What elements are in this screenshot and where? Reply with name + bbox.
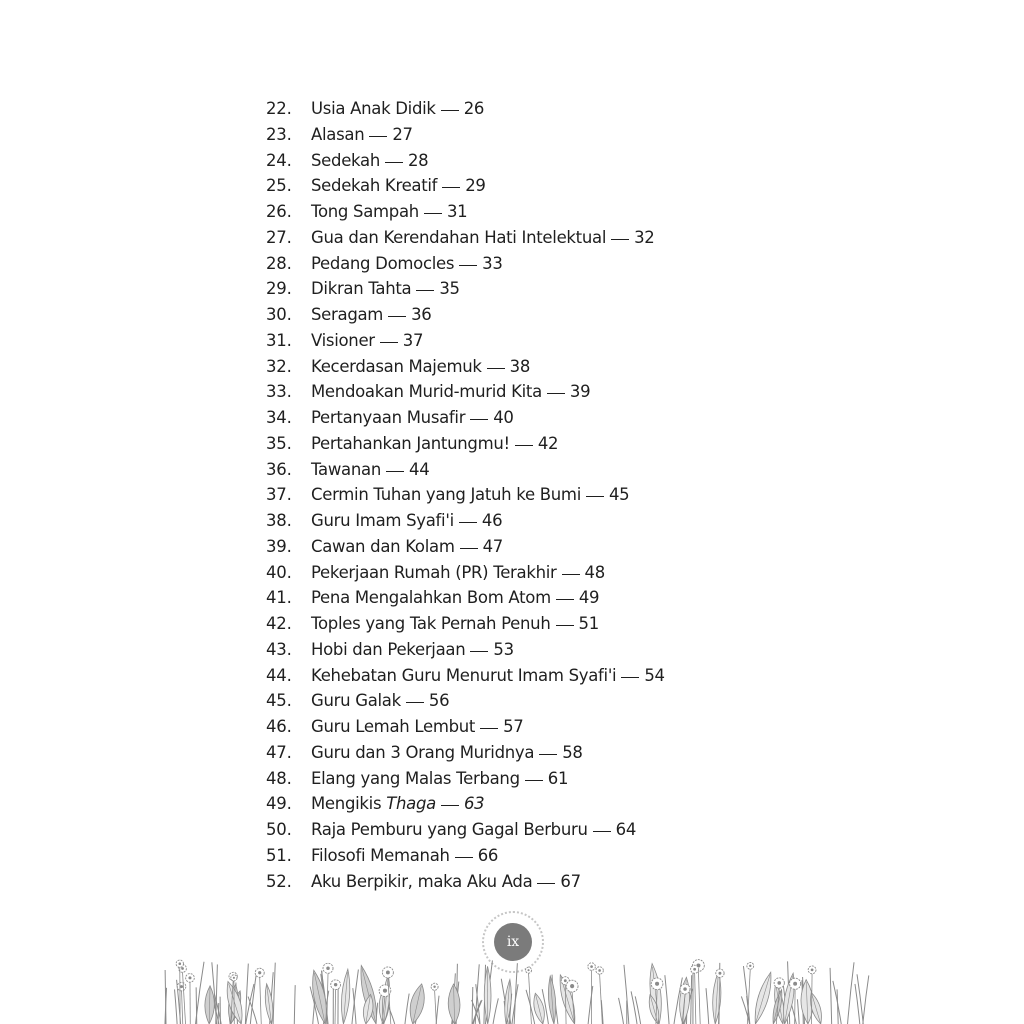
toc-entry-title-text: Guru dan 3 Orang Muridnya (311, 742, 535, 762)
toc-entry-number: 31. (266, 330, 292, 350)
toc-entry-title (311, 457, 381, 483)
toc-entry-page: 28 (407, 150, 429, 170)
toc-entry (266, 534, 786, 560)
toc-entry-title-text: Guru Lemah Lembut (311, 717, 476, 736)
toc-entry-number: 30. (266, 305, 292, 324)
toc-entry-page: 54 (644, 665, 665, 685)
toc-entry-leader (556, 599, 574, 600)
toc-entry-title (311, 302, 383, 328)
grass-blade (619, 998, 624, 1024)
toc-entry-leader (416, 290, 434, 291)
toc-entry-title (311, 173, 437, 199)
toc-entry-number: 27. (266, 227, 292, 247)
toc-entry-number: 23. (266, 124, 292, 144)
toc-entry-number: 40. (266, 562, 292, 582)
grass-blade (405, 994, 409, 1024)
table-of-contents (266, 96, 786, 894)
toc-entry-leader (470, 419, 488, 420)
toc-entry-title (311, 328, 375, 354)
toc-entry-leader (593, 831, 611, 832)
toc-entry-title (311, 482, 581, 508)
toc-entry-title (311, 534, 455, 560)
toc-entry-title-text: Seragam (311, 305, 384, 324)
toc-entry (266, 379, 786, 405)
toc-entry-page: 32 (634, 227, 655, 247)
grass-blade (665, 975, 669, 1024)
toc-entry-title-text: Cawan dan Kolam (311, 536, 455, 556)
toc-entry-page: 36 (411, 305, 432, 324)
toc-entry (266, 354, 786, 380)
toc-entry-leader (562, 574, 580, 575)
leaf (204, 986, 214, 1024)
toc-entry-leader (515, 445, 533, 446)
leaf (448, 984, 461, 1024)
toc-entry-number: 29. (266, 279, 292, 299)
toc-entry-number: 42. (266, 614, 292, 633)
toc-entry-title (311, 431, 510, 457)
toc-entry-number: 50. (266, 820, 292, 839)
toc-entry-number: 48. (266, 768, 292, 788)
toc-entry-number: 26. (266, 202, 292, 221)
toc-entry-title (311, 714, 475, 740)
toc-entry-title (311, 379, 542, 405)
toc-entry-title-text: Kehebatan Guru Menurut Imam Syafi'i (311, 665, 617, 685)
toc-entry-page: 67 (560, 871, 581, 891)
toc-entry-number: 25. (266, 176, 292, 196)
toc-entry-title-text: Alasan (311, 124, 365, 144)
toc-entry-page: 66 (477, 845, 499, 865)
toc-entry-leader (385, 162, 403, 163)
toc-entry-title (311, 276, 411, 302)
toc-entry (266, 843, 786, 869)
toc-entry-leader (441, 110, 459, 111)
toc-entry-page: 58 (562, 742, 583, 762)
toc-entry-title (311, 122, 364, 148)
toc-entry-leader (424, 213, 442, 214)
toc-entry-leader (539, 754, 557, 755)
toc-entry-page: 47 (482, 536, 503, 556)
toc-entry-title-text: Guru Galak (311, 691, 401, 711)
toc-entry (266, 663, 786, 689)
toc-entry-page: 45 (608, 485, 630, 505)
toc-entry-leader (406, 702, 424, 703)
toc-entry-title (311, 869, 532, 895)
toc-entry-title-text: Raja Pemburu yang Gagal Berburu (311, 820, 588, 839)
toc-entry (266, 508, 786, 534)
toc-entry-title-text: Pekerjaan Rumah (PR) Terakhir (311, 562, 557, 582)
toc-entry-leader (487, 368, 505, 369)
toc-entry-title-text: Pertanyaan Musafir (311, 408, 466, 427)
toc-entry-title (311, 354, 482, 380)
toc-entry (266, 688, 786, 714)
toc-entry-number: 22. (266, 99, 292, 118)
toc-entry-title (311, 637, 465, 663)
toc-entry-title (311, 611, 551, 637)
toc-entry-leader (459, 265, 477, 266)
grass-blade (863, 975, 869, 1024)
toc-entry-title-text: Aku Berpikir, maka Aku Ada (311, 871, 533, 891)
flower (747, 962, 754, 1024)
grass-blade (797, 999, 799, 1024)
toc-entry-page: 57 (503, 717, 524, 736)
toc-entry-title-text: Mendoakan Murid-murid Kita (311, 382, 542, 402)
toc-entry (266, 122, 786, 148)
toc-entry-number: 43. (266, 639, 292, 659)
toc-entry (266, 740, 786, 766)
toc-entry (266, 817, 786, 843)
toc-entry-title (311, 663, 616, 689)
toc-entry-number: 24. (266, 150, 292, 170)
toc-entry-title (311, 96, 436, 122)
toc-entry-leader (611, 239, 629, 240)
grass-blade (196, 987, 197, 1024)
toc-entry-number: 44. (266, 665, 292, 685)
toc-entry-leader (470, 651, 488, 652)
toc-entry-number: 46. (266, 717, 292, 736)
grass-blade (631, 991, 637, 1024)
toc-entry-title-italic: Thaga (386, 794, 436, 814)
toc-entry-title (311, 688, 401, 714)
toc-entry-page: 37 (402, 330, 424, 350)
toc-entry-title-text: Visioner (311, 330, 375, 350)
toc-entry-title (311, 817, 588, 843)
grass-blade (175, 989, 178, 1024)
toc-entry-number: 38. (266, 511, 292, 530)
toc-entry-number: 28. (266, 253, 292, 273)
toc-entry-title-text: Elang yang Malas Terbang (311, 768, 520, 788)
toc-entry-title-text: Sedekah (311, 150, 380, 170)
toc-entry-page: 27 (392, 124, 413, 144)
toc-entry-page: 35 (439, 279, 460, 299)
toc-entry-page: 63 (463, 794, 485, 814)
toc-entry-title-text: Dikran Tahta (311, 279, 412, 299)
leaf (406, 982, 427, 1024)
toc-entry (266, 560, 786, 586)
toc-entry-title (311, 740, 534, 766)
toc-entry-title-text: Sedekah Kreatif (311, 176, 438, 196)
toc-entry (266, 457, 786, 483)
leaf (340, 969, 352, 1024)
toc-entry (266, 173, 786, 199)
toc-entry-page: 29 (465, 176, 486, 196)
toc-entry-title-text: Tawanan (311, 459, 381, 479)
toc-entry (266, 791, 786, 817)
toc-entry-title (311, 791, 436, 817)
grass-blade (436, 996, 439, 1024)
grass-blade (848, 962, 854, 1024)
leaf (711, 971, 722, 1024)
toc-entry-leader (586, 496, 604, 497)
toc-entry-page: 56 (428, 691, 450, 711)
toc-entry-leader (537, 883, 555, 884)
leaf (503, 979, 513, 1024)
toc-entry-title-text: Cermin Tuhan yang Jatuh ke Bumi (311, 485, 581, 505)
toc-entry-title-text: Toples yang Tak Pernah Penuh (311, 614, 551, 633)
flower (186, 974, 195, 1024)
grass-blade (294, 985, 295, 1024)
toc-entry-number: 35. (266, 433, 292, 453)
grass-blade (493, 998, 498, 1024)
toc-entry (266, 96, 786, 122)
flower (691, 965, 699, 1024)
flower (255, 968, 264, 1024)
toc-entry-number: 32. (266, 356, 292, 376)
toc-entry-leader (480, 728, 498, 729)
toc-entry-page: 51 (578, 614, 599, 633)
flower (331, 980, 341, 1024)
toc-entry (266, 482, 786, 508)
toc-entry-title-text: Pedang Domocles (311, 253, 455, 273)
toc-entry-page: 33 (482, 253, 503, 273)
toc-entry-page: 40 (493, 408, 514, 427)
grass-blade (588, 986, 593, 1024)
toc-entry-page: 48 (584, 562, 605, 582)
grass-blade (691, 975, 692, 1024)
toc-entry-leader (525, 780, 543, 781)
toc-entry-number: 41. (266, 588, 292, 608)
leaf (751, 971, 776, 1024)
toc-entry-number: 34. (266, 408, 292, 427)
toc-entry-title (311, 766, 520, 792)
toc-entry-title-text: Hobi dan Pekerjaan (311, 639, 466, 659)
toc-entry-number: 52. (266, 871, 292, 891)
toc-entry-number: 45. (266, 691, 292, 711)
toc-entry-leader (460, 548, 478, 549)
toc-entry (266, 405, 786, 431)
toc-entry (266, 431, 786, 457)
toc-entry-page: 49 (578, 588, 600, 608)
toc-entry (266, 869, 786, 895)
toc-entry-leader (369, 136, 387, 137)
page-number: ix (494, 923, 532, 961)
toc-entry (266, 611, 786, 637)
toc-entry-title (311, 148, 380, 174)
toc-entry-title (311, 199, 419, 225)
grass-blade (857, 974, 863, 1024)
toc-entry-title (311, 585, 551, 611)
toc-entry-title (311, 560, 557, 586)
toc-entry (266, 225, 786, 251)
toc-entry (266, 637, 786, 663)
flower (596, 967, 603, 1024)
toc-entry-leader (621, 677, 639, 678)
toc-entry-title-text: Pertahankan Jantungmu! (311, 433, 510, 453)
toc-entry-number: 39. (266, 536, 292, 556)
toc-entry-leader (455, 857, 473, 858)
toc-entry-number: 36. (266, 459, 292, 479)
toc-entry-number: 51. (266, 845, 292, 865)
toc-entry-page: 42 (537, 433, 559, 453)
toc-entry-number: 47. (266, 742, 292, 762)
toc-entry-title (311, 251, 454, 277)
toc-entry-title-text: Mengikis (311, 794, 382, 814)
toc-entry-leader (388, 316, 406, 317)
toc-entry (266, 276, 786, 302)
toc-entry-page: 26 (463, 99, 485, 118)
toc-entry (266, 766, 786, 792)
toc-entry-title-text: Filosofi Memanah (311, 845, 450, 865)
toc-entry-title-text: Kecerdasan Majemuk (311, 356, 482, 376)
toc-entry (266, 302, 786, 328)
toc-entry-page: 44 (409, 459, 430, 479)
toc-entry-leader (459, 522, 477, 523)
toc-entry-page: 46 (481, 511, 503, 530)
leaf (547, 976, 558, 1024)
grass-blade (706, 988, 709, 1024)
toc-entry (266, 199, 786, 225)
wildflower-meadow-icon (160, 955, 870, 1024)
toc-entry-leader (386, 471, 404, 472)
toc-entry-leader (547, 393, 565, 394)
toc-entry-title (311, 405, 465, 431)
toc-entry-title-text: Pena Mengalahkan Bom Atom (311, 588, 551, 608)
grass-blade (833, 981, 841, 1024)
flower (526, 967, 532, 1024)
toc-entry-page: 53 (493, 639, 514, 659)
toc-entry-leader (441, 805, 459, 806)
toc-entry-title-text: Usia Anak Didik (311, 99, 436, 118)
toc-entry-title-text: Guru Imam Syafi'i (311, 511, 454, 530)
toc-entry-page: 38 (509, 356, 531, 376)
grass-blade (830, 968, 832, 1024)
toc-entry-title (311, 225, 606, 251)
toc-entry (266, 328, 786, 354)
grass-blade (273, 963, 275, 1024)
toc-entry (266, 148, 786, 174)
toc-entry-title (311, 843, 450, 869)
toc-entry-leader (380, 342, 398, 343)
toc-entry-number: 37. (266, 485, 292, 505)
toc-entry-number: 49. (266, 794, 292, 814)
grass-blade (472, 987, 473, 1024)
toc-entry-title-text: Gua dan Kerendahan Hati Intelektual (311, 227, 607, 247)
toc-entry-page: 39 (569, 382, 591, 402)
toc-entry-number: 33. (266, 382, 292, 402)
toc-entry-page: 61 (547, 768, 569, 788)
toc-entry (266, 251, 786, 277)
toc-entry-page: 64 (615, 820, 637, 839)
toc-entry-page: 31 (446, 202, 468, 221)
toc-entry-title (311, 508, 454, 534)
toc-entry-leader (442, 187, 460, 188)
toc-entry (266, 585, 786, 611)
toc-entry (266, 714, 786, 740)
toc-entry-title-text: Tong Sampah (311, 202, 419, 221)
toc-entry-leader (556, 625, 574, 626)
